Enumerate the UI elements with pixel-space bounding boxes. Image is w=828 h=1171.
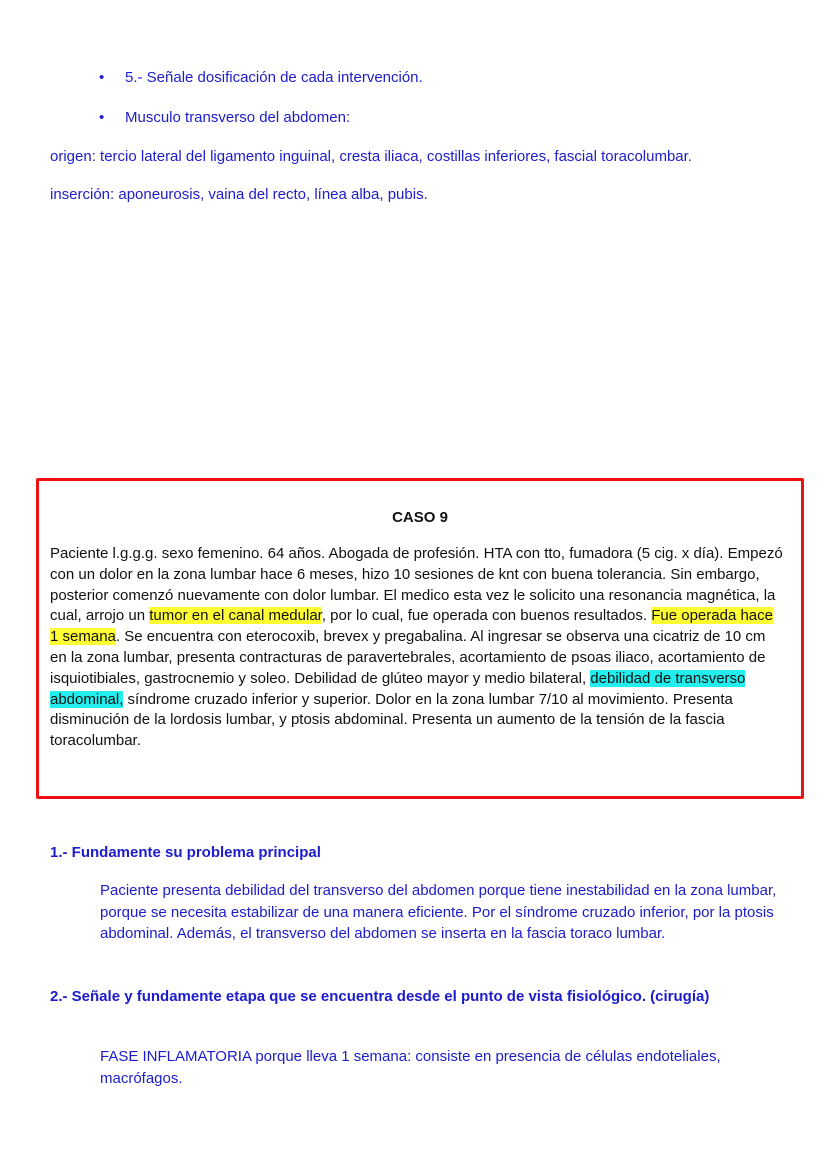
question-1-answer: Paciente presenta debilidad del transverso del abdomen porque tiene inestabilidad en la zona lumbar, porque se necesita estabilizar de una manera eficiente. Por el síndrome cruzado inferior, por la ptosis abdominal. Además, el transverso del abdomen se inserta en la fascia toraco lumbar. [100, 882, 777, 942]
bullet-item-musculo [99, 109, 350, 127]
bullet-icon: • [99, 109, 105, 126]
question-2-heading: 2.- Señale y fundamente etapa que se encuentra desde el punto de vista fisiológico. (cirugía) [50, 988, 710, 1005]
highlight-operada: Fue operada hace 1 semana [50, 607, 773, 646]
bullet-item-dosificacion [99, 69, 423, 87]
question-1-heading: 1.- Fundamente su problema principal [50, 844, 321, 861]
case-box [36, 478, 804, 799]
case-text-segment: . Se encuentra con eterocoxib, brevex y pregabalina. Al ingresar se observa una cicatriz de 10 cm en la zona lumbar, presenta contracturas de paravertebrales, acortamiento de psoas iliaco, acortamiento de isquiotibiales, gastrocnemio y soleo. Debilidad de glúteo mayor y medio bilateral, [50, 628, 766, 687]
case-description [50, 544, 785, 752]
highlight-transverso: debilidad de transverso abdominal, [50, 669, 746, 708]
case-title: CASO 9 [392, 509, 448, 526]
bullet-text: 5.- Señale dosificación de cada intervención. [125, 69, 423, 86]
bullet-icon: • [99, 69, 105, 86]
question-2-answer: FASE INFLAMATORIA porque lleva 1 semana: consiste en presencia de células endoteliales, macrófagos. [100, 1048, 721, 1087]
bullet-text: Musculo transverso del abdomen: [125, 109, 351, 126]
insercion-text: inserción: aponeurosis, vaina del recto, línea alba, pubis. [50, 186, 428, 203]
case-text-segment: síndrome cruzado inferior y superior. Dolor en la zona lumbar 7/10 al movimiento. Presenta disminución de la lordosis lumbar, y ptosis abdominal. Presenta un aumento de la tensión de la fascia toracolumbar. [50, 690, 733, 750]
case-text-segment: Paciente l.g.g.g. sexo femenino. 64 años. Abogada de profesión. HTA con tto, fumadora (5 cig. x día). Empezó con un dolor en la zona lumbar hace 6 meses, hizo 10 sesiones de knt con buena tolerancia. Sin embargo, posterior comenzó nuevamente con dolor lumbar. El medico esta vez le solicito una resonancia magnética, la cual, arrojo un [50, 545, 783, 625]
highlight-tumor: tumor en el canal medular [149, 607, 322, 625]
origen-text: origen: tercio lateral del ligamento inguinal, cresta iliaca, costillas inferiores, fascial toracolumbar. [50, 148, 692, 165]
case-text-segment: , por lo cual, fue operada con buenos resultados. [321, 607, 652, 625]
